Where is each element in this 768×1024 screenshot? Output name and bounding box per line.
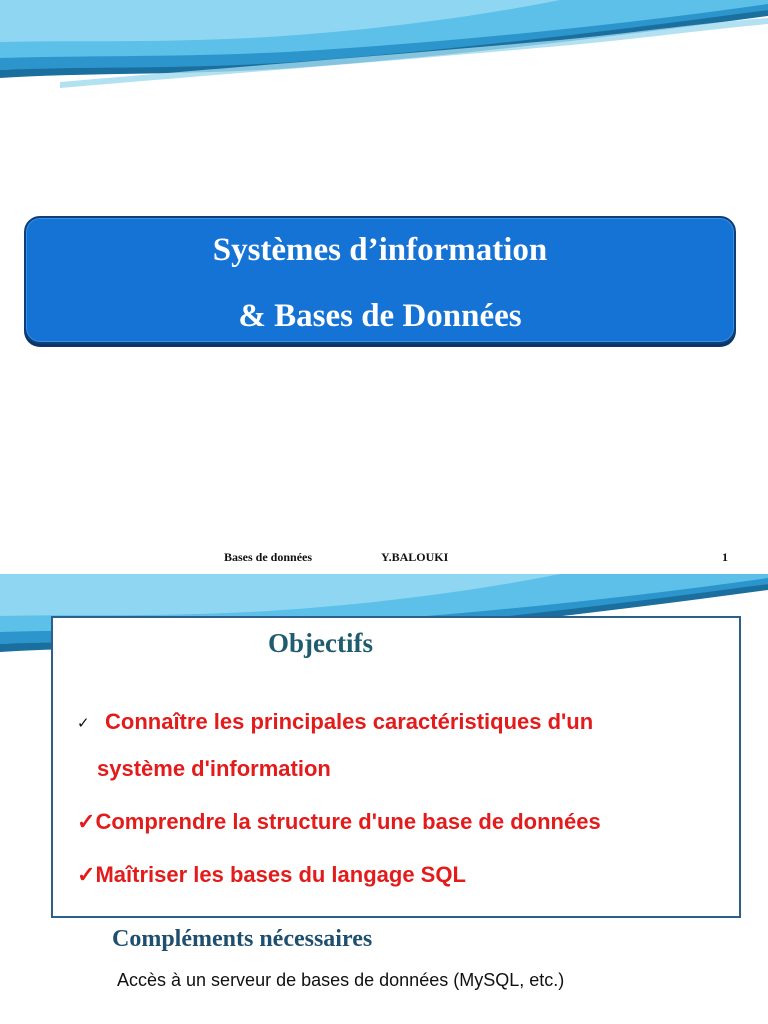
objective-item-1-line-1: Connaître les principales caractéristiques d'un xyxy=(105,709,594,734)
slide-title-line-1: Systèmes d’information xyxy=(212,232,548,268)
objective-item-3 xyxy=(77,861,466,889)
complements-text: Accès à un serveur de bases de données (MySQL, etc.) xyxy=(117,970,565,990)
footer-author: Y.BALOUKI xyxy=(381,550,449,564)
checkmark-icon: ✓ xyxy=(77,715,90,732)
checkmark-icon: ✓ xyxy=(77,862,96,887)
title-banner xyxy=(24,216,736,344)
wave-banner-decoration xyxy=(0,0,768,95)
footer-course: Bases de données xyxy=(224,550,313,564)
objective-item-3-text: Maîtriser les bases du langage SQL xyxy=(95,862,466,887)
objectives-box xyxy=(51,616,741,918)
slide-title-line-2: & Bases de Données xyxy=(238,298,522,334)
objective-item-1-line-2: système d'information xyxy=(97,756,331,781)
footer-page-number: 1 xyxy=(722,550,728,564)
objective-item-2 xyxy=(77,808,601,836)
slide-2 xyxy=(0,574,768,1024)
objectives-title: Objectifs xyxy=(268,628,373,658)
checkmark-icon: ✓ xyxy=(77,809,96,834)
objective-item-2-text: Comprendre la structure d'une base de données xyxy=(95,809,601,834)
complements-title: Compléments nécessaires xyxy=(112,926,373,952)
